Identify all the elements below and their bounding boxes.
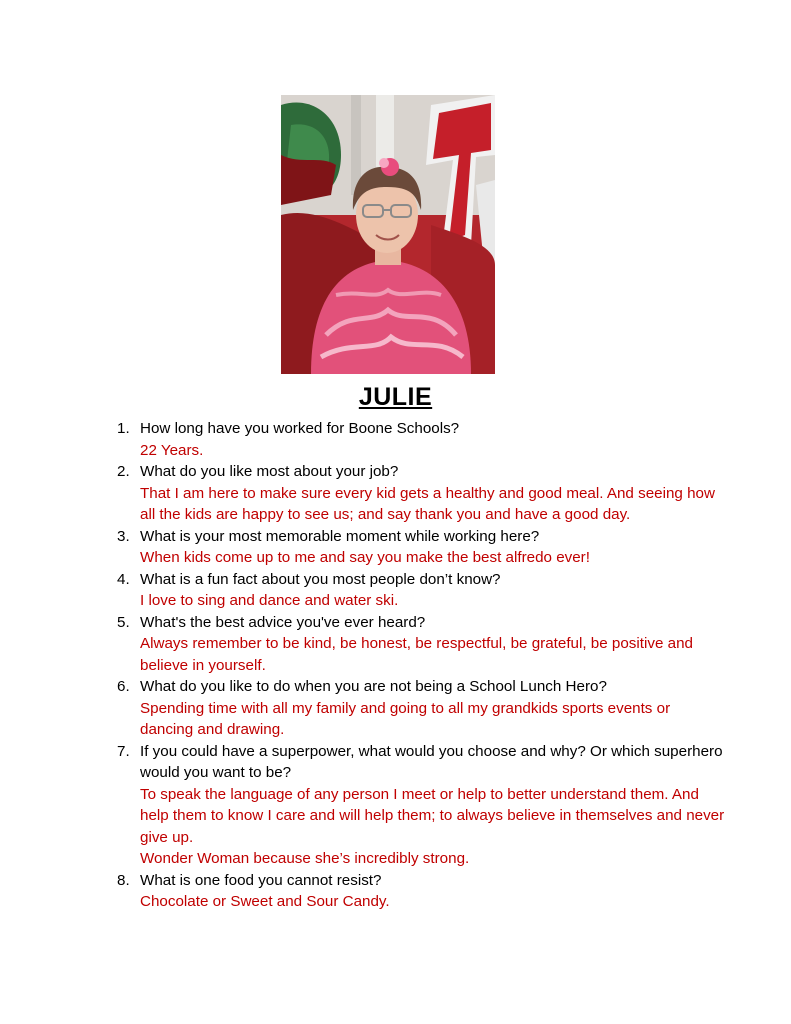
list-item: [105, 461, 725, 526]
answer-text: Spending time with all my family and going to all my grandkids sports events or dancing and drawing.: [140, 699, 671, 738]
answer-text: I love to sing and dance and water ski.: [140, 592, 399, 609]
question-text: What do you like most about your job?: [140, 463, 399, 480]
question-text: What is a fun fact about you most people don’t know?: [140, 570, 501, 588]
question-text: If you could have a superpower, what would you choose and why? Or which superhero would you want to be?: [140, 742, 723, 781]
item-number: 7.: [117, 742, 130, 760]
list-item: [105, 569, 725, 612]
list-item: [105, 612, 725, 677]
item-number: 8.: [117, 871, 130, 889]
answer-text: Always remember to be kind, be honest, be respectful, be grateful, be positive and believe in yourself.: [140, 635, 693, 674]
answer-text: Chocolate or Sweet and Sour Candy.: [140, 893, 390, 910]
answer-text: Wonder Woman because she’s incredibly strong.: [140, 850, 470, 867]
item-number: 3.: [117, 527, 130, 545]
item-number: 2.: [117, 463, 130, 480]
question-list: [105, 418, 725, 913]
question-text: What's the best advice you've ever heard?: [140, 613, 426, 631]
item-number: 5.: [117, 613, 130, 631]
question-text: What do you like to do when you are not being a School Lunch Hero?: [140, 678, 607, 695]
question-text: How long have you worked for Boone Schools?: [140, 420, 460, 437]
answer-text: When kids come up to me and say you make the best alfredo ever!: [140, 549, 590, 566]
list-item: [105, 870, 725, 913]
item-number: 6.: [117, 678, 130, 695]
page-title: JULIE: [358, 383, 433, 411]
answer-text: To speak the language of any person I meet or help to better understand them. And help them to know I care and will help them; to always believe in themselves and never give up.: [140, 785, 725, 846]
answer-text: 22 Years.: [140, 441, 204, 459]
list-item: [105, 676, 725, 741]
item-number: 4.: [117, 570, 130, 588]
list-item: [105, 418, 725, 461]
list-item: [105, 741, 725, 870]
question-text: What is your most memorable moment while working here?: [140, 527, 540, 545]
list-item: [105, 526, 725, 569]
answer-text: That I am here to make sure every kid gets a healthy and good meal. And seeing how all the kids are happy to see us; and say thank you and have a good day.: [140, 484, 715, 523]
portrait-photo: [281, 95, 495, 374]
question-text: What is one food you cannot resist?: [140, 871, 382, 889]
item-number: 1.: [117, 420, 130, 437]
